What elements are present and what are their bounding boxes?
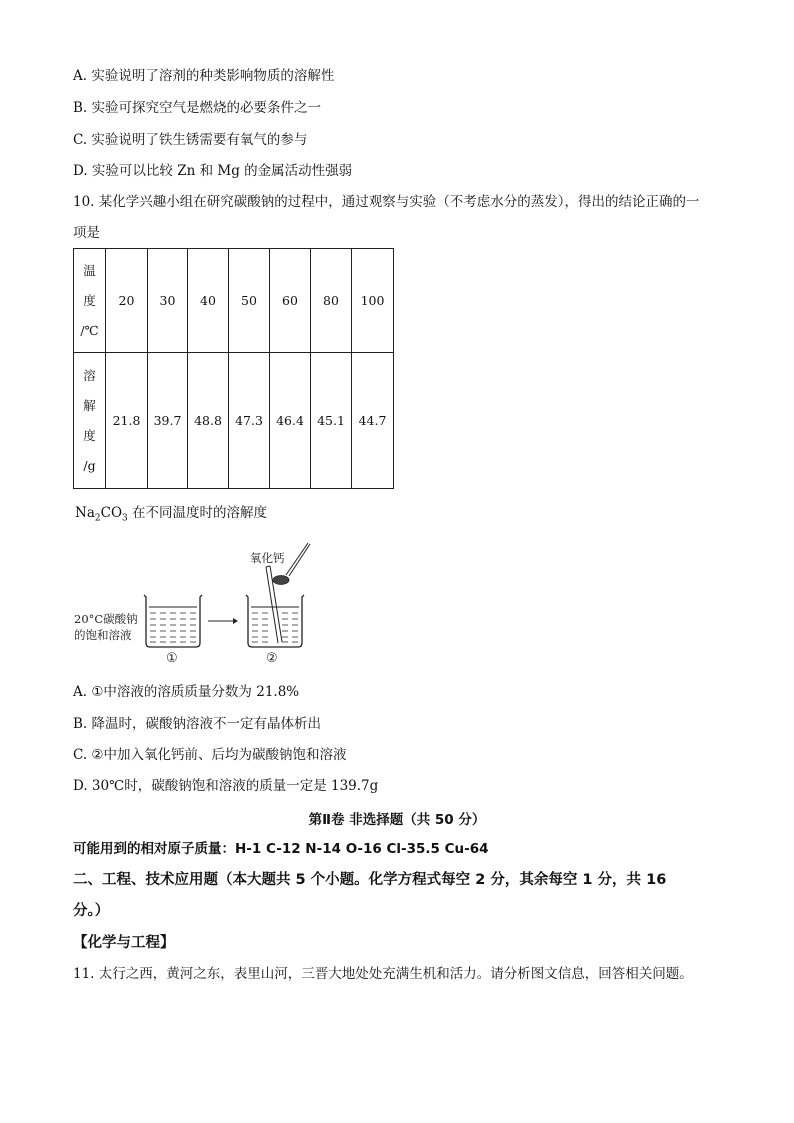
- solubility-cell: 39.7: [148, 353, 188, 489]
- solubility-cell: 21.8: [106, 353, 148, 489]
- solubility-cell: 44.7: [352, 353, 394, 489]
- q10-stem-line1: 10. 某化学兴趣小组在研究碳酸钠的过程中，通过观察与实验（不考虑水分的蒸发），得出的结论正确的一: [73, 194, 700, 210]
- solubility-cell: 48.8: [188, 353, 229, 489]
- subsection-heading: 【化学与工程】: [73, 935, 175, 951]
- q10-option-d: D. 30℃时，碳酸钠饱和溶液的质量一定是 139.7g: [73, 778, 379, 794]
- solubility-cell: 47.3: [229, 353, 270, 489]
- q10-option-c: C. ②中加入氧化钙前、后均为碳酸钠饱和溶液: [73, 747, 347, 763]
- q9-option-c: C. 实验说明了铁生锈需要有氧气的参与: [73, 132, 308, 148]
- atomic-masses: 可能用到的相对原子质量：H-1 C-12 N-14 O-16 Cl-35.5 Cu-64: [73, 841, 489, 857]
- temp-cell: 30: [148, 249, 188, 353]
- table-caption: $Na_2CO_3$ 在不同温度时的溶解度: [75, 505, 268, 524]
- q11-stem: 11. 太行之西，黄河之东，表里山河，三晋大地处处充满生机和活力。请分析图文信息，回答相关问题。: [73, 966, 693, 982]
- temp-cell: 80: [311, 249, 352, 353]
- q9-option-b: B. 实验可探究空气是燃烧的必要条件之一: [73, 100, 322, 116]
- beaker1-label-line1: 20°C碳酸钠: [74, 612, 138, 626]
- beaker1-number: ①: [166, 651, 178, 666]
- part2-heading-line2: 分。）: [73, 903, 110, 919]
- solubility-row: [74, 353, 394, 489]
- q10-option-a: A. ①中溶液的溶质质量分数为 21.8%: [73, 684, 300, 700]
- q10-option-b: B. 降温时，碳酸钠溶液不一定有晶体析出: [73, 716, 322, 732]
- temp-cell: 100: [352, 249, 394, 353]
- beaker-1: [144, 595, 202, 647]
- experiment-diagram: [70, 535, 330, 674]
- temperature-row: [74, 249, 394, 353]
- reagent-label: 氧化钙: [250, 551, 285, 565]
- temp-cell: 50: [229, 249, 270, 353]
- q10-stem-line2: 项是: [73, 225, 100, 241]
- solubility-cell: 45.1: [311, 353, 352, 489]
- q9-option-d: D. 实验可以比较 Zn 和 Mg 的金属活动性强弱: [73, 163, 353, 179]
- beaker2-number: ②: [266, 651, 278, 666]
- temp-cell: 20: [106, 249, 148, 353]
- arrow-icon: [208, 618, 238, 624]
- section-title: 第Ⅱ卷 非选择题（共 50 分）: [308, 812, 486, 828]
- temp-cell: 60: [270, 249, 311, 353]
- solubility-cell: 46.4: [270, 353, 311, 489]
- temperature-header: 温 度 /℃: [74, 249, 106, 353]
- q9-option-a: A. 实验说明了溶剂的种类影响物质的溶解性: [73, 68, 335, 84]
- solubility-table: [73, 248, 394, 489]
- part2-heading-line1: 二、工程、技术应用题（本大题共 5 个小题。化学方程式每空 2 分，其余每空 1 分，共 16: [73, 872, 667, 888]
- solubility-header: 溶 解 度 /g: [74, 353, 106, 489]
- beaker1-label-line2: 的饱和溶液: [74, 628, 132, 642]
- temp-cell: 40: [188, 249, 229, 353]
- beaker-diagram: [70, 535, 330, 670]
